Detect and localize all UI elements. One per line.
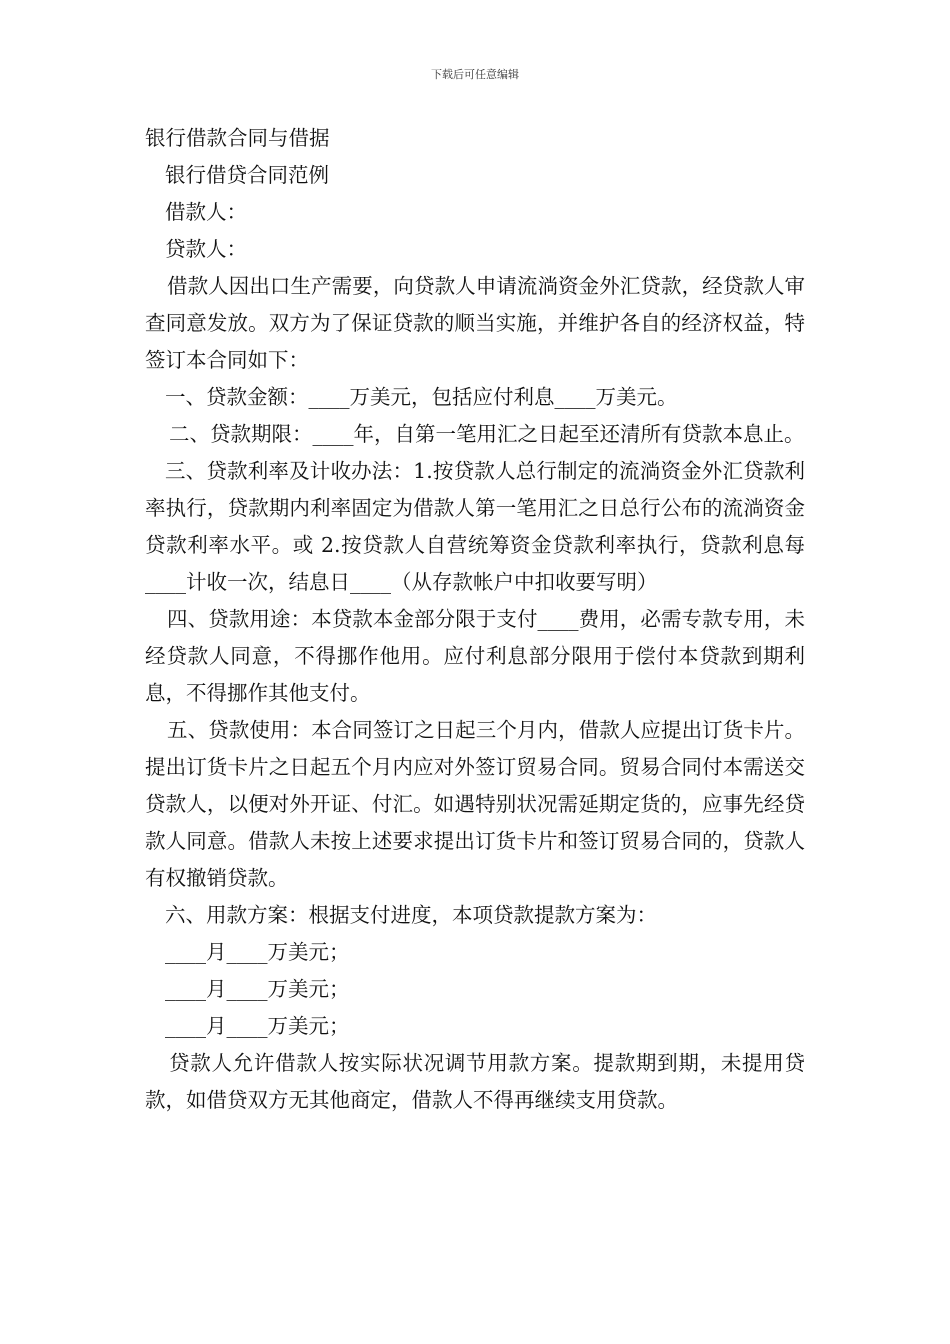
clause-4: 四、贷款用途：本贷款本金部分限于支付____费用，必需专款专用，未经贷款人同意，不得挪作他用。应付利息部分限用于偿付本贷款到期利息，不得挪作其他支付。 bbox=[145, 607, 805, 705]
clause-5: 五、贷款使用：本合同签订之日起三个月内，借款人应提出订货卡片。提出订货卡片之日起五个月内应对外签订贸易合同。贸易合同付本需送交贷款人，以便对外开证、付汇。如遇特别状况需延期定货的，应事先经贷款人同意。借款人未按上述要求提出订货卡片和签订贸易合同的，贷款人有权撤销贷款。 bbox=[145, 718, 805, 890]
closing-paragraph: 贷款人允许借款人按实际状况调节用款方案。提款期到期，未提用贷款，如借贷双方无其他商定，借款人不得再继续支用贷款。 bbox=[145, 1051, 805, 1112]
document-subtitle: 银行借贷合同范例 bbox=[165, 163, 329, 187]
borrower-label: 借款人： bbox=[165, 200, 247, 224]
clause-3: 三、贷款利率及计收办法：1.按贷款人总行制定的流淌资金外汇贷款利率执行，贷款期内利率固定为借款人第一笔用汇之日总行公布的流淌资金贷款利率水平。或 2.按贷款人自营统筹资金贷款利率执行，贷款利息每____计收一次，结息日____（从存款帐户中扣收要写明） bbox=[145, 459, 805, 594]
clause-1: 一、贷款金额：____万美元，包括应付利息____万美元。 bbox=[165, 385, 678, 409]
page-header: 下载后可任意编辑 bbox=[431, 68, 519, 81]
clause-2: 二、贷款期限：____年，自第一笔用汇之日起至还清所有贷款本息止。 bbox=[169, 422, 805, 446]
intro-paragraph: 借款人因出口生产需要，向贷款人申请流淌资金外汇贷款，经贷款人审查同意发放。双方为了保证贷款的顺当实施，并维护各自的经济权益，特签订本合同如下： bbox=[145, 274, 805, 372]
plan-line-3: ____月____万美元； bbox=[165, 1014, 350, 1038]
clause-6: 六、用款方案：根据支付进度，本项贷款提款方案为： bbox=[165, 903, 657, 927]
document-body bbox=[145, 120, 805, 1119]
plan-line-2: ____月____万美元； bbox=[165, 977, 350, 1001]
document-title: 银行借款合同与借据 bbox=[145, 126, 330, 150]
lender-label: 贷款人： bbox=[165, 237, 247, 261]
plan-line-1: ____月____万美元； bbox=[165, 940, 350, 964]
